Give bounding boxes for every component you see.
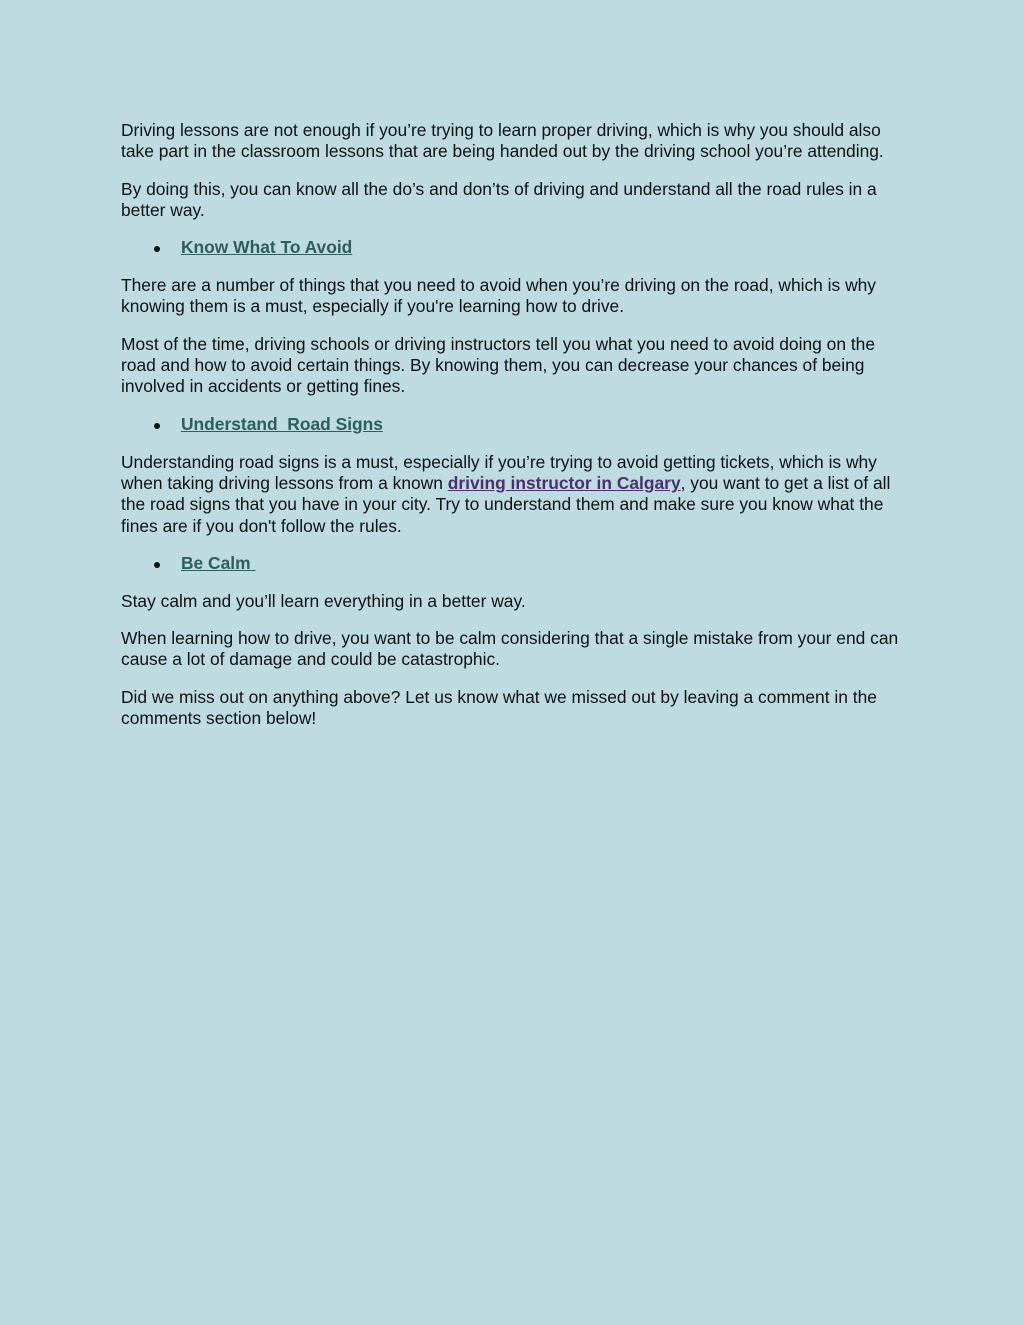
road-signs-text-start: Understanding road signs is a must, especially if you’re trying to avoid getting tickets, which is why when taking driving lessons from a known (121, 451, 877, 493)
avoid-paragraph: There are a number of things that you need to avoid when you’re driving on the road, which is why knowing them is a must, especially if you're learning how to drive. (121, 275, 876, 317)
bullet-icon (154, 246, 160, 252)
heading-link-be-calm[interactable]: Be Calm (181, 552, 256, 573)
heading-link-understand-road-signs[interactable]: Understand Road Signs (181, 413, 383, 434)
bullet-icon (154, 562, 160, 568)
driving-instructor-link[interactable]: driving instructor in Calgary (447, 472, 681, 493)
bullet-item-be-calm (121, 553, 906, 575)
heading-link-know-what-to-avoid[interactable]: Know What To Avoid (181, 237, 353, 258)
road-signs-text-end: , you want to get a list of all the road signs that you have in your city. Try to understand them and make sure you know what the fines are if you don't follow the rules. (121, 472, 891, 536)
intro-paragraph: Driving lessons are not enough if you’re trying to learn proper driving, which is why you should also take part in the classroom lessons that are being handed out by the driving school you’re attending. (121, 120, 884, 162)
closing-paragraph: Did we miss out on anything above? Let us know what we missed out by leaving a comment in the comments section below! (121, 686, 877, 729)
be-calm-paragraph: Stay calm and you’ll learn everything in a better way. (121, 590, 526, 611)
intro-followup-paragraph: By doing this, you can know all the do’s and don’ts of driving and understand all the road rules in a better way. (121, 178, 877, 220)
article-body (121, 120, 906, 745)
bullet-icon (154, 423, 160, 429)
bullet-item-know-what-to-avoid (121, 237, 906, 259)
bullet-item-understand-road-signs (121, 414, 906, 436)
road-signs-paragraph (121, 452, 906, 537)
avoid-detail-paragraph: Most of the time, driving schools or driving instructors tell you what you need to avoid doing on the road and how to avoid certain things. By knowing them, you can decrease your chances of being involved in accidents or getting fines. (121, 333, 875, 397)
be-calm-detail-paragraph: When learning how to drive, you want to be calm considering that a single mistake from your end can cause a lot of damage and could be catastrophic. (121, 628, 899, 670)
